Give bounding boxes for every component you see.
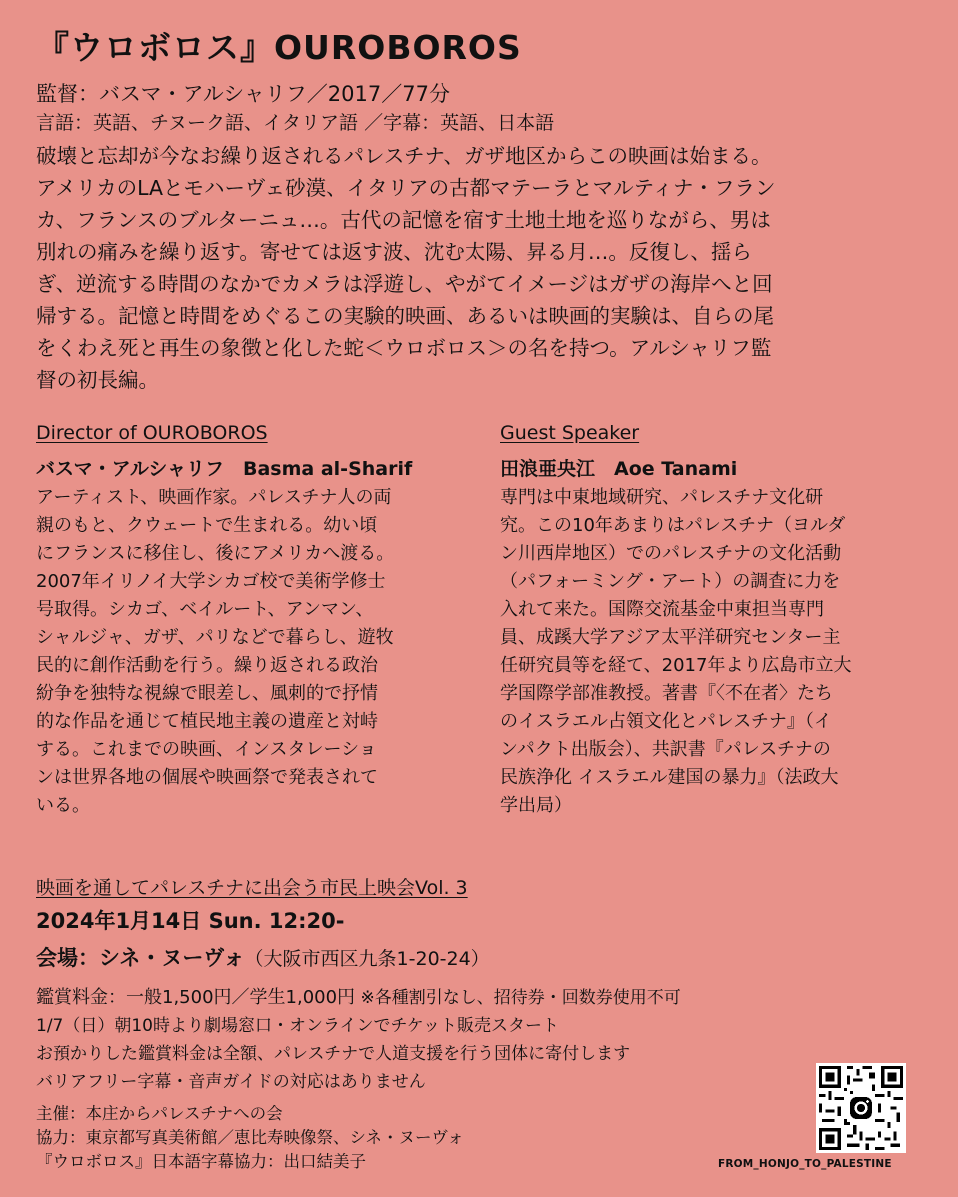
bio-line: ンパクト出版会）、共訳書『パレスチナの [500,739,831,760]
instagram-icon [847,1094,875,1122]
bio-line: 任研究員等を経て、2017年より広島市立大 [500,655,852,676]
bio-line: シャルジャ、ガザ、パリなどで暮らし、遊牧 [36,627,394,648]
fee-main: 鑑賞料金：一般1,500円／学生1,000円 [36,987,356,1008]
event-datetime: 2024年1月14日 Sun. 12:20- [36,909,345,933]
bio-line: アーティスト、映画作家。パレスチナ人の両 [36,487,392,508]
synopsis-line: カ、フランスのブルターニュ…。古代の記憶を宿す土地土地を巡りながら、男は [36,208,771,232]
bio-line: 号取得。シカゴ、ベイルート、アンマン、 [36,599,374,620]
synopsis-line: 督の初長編。 [36,368,159,392]
qr-label: FROM_HONJO_TO_PALESTINE [718,1158,892,1170]
synopsis-line: アメリカのLAとモハーヴェ砂漠、イタリアの古都マテーラとマルティナ・フラン [36,176,776,200]
bio-line: 入れて来た。国際交流基金中東担当専門 [500,599,824,620]
guest-section [500,422,920,820]
bio-line: のイスラエル占領文化とパレスチナ』（イ [500,711,832,732]
synopsis-line: をくわえ死と再生の象徴と化した蛇＜ウロボロス＞の名を持つ。アルシャリフ監 [36,336,772,360]
guest-name: 田浪亜央江 Aoe Tanami [500,458,738,480]
bio-line: 的な作品を通じて植民地主義の遺産と対峙 [36,711,378,732]
synopsis-line: ぎ、逆流する時間のなかでカメラは浮遊し、やがてイメージはガザの海岸へと回 [36,272,773,296]
credits [36,1102,464,1174]
bio-line: 員、成蹊大学アジア太平洋研究センター主 [500,627,841,648]
bio-line: 学国際学部准教授。著書『〈不在者〉たち [500,683,833,704]
director-meta: 監督：バスマ・アルシャリフ／2017／77分 [36,82,450,106]
bio-line: 民族浄化 イスラエル建国の暴力』（法政大 [500,767,839,788]
bio-line: 専門は中東地域研究、パレスチナ文化研 [500,487,824,508]
page-title: 『ウロボロス』OUROBOROS [36,28,522,67]
venue-label: 会場：シネ・ヌーヴォ [36,946,245,970]
bio-line: ンは世界各地の個展や映画祭で発表されて [36,767,378,788]
bio-line: 究。この10年あまりはパレスチナ（ヨルダ [500,515,846,536]
credit-line: 『ウロボロス』日本語字幕協力：出口結美子 [36,1152,366,1171]
synopsis-line: 破壊と忘却が今なお繰り返されるパレスチナ、ガザ地区からこの映画は始まる。 [36,144,772,168]
credit-line: 主催：本庄からパレスチナへの会 [36,1104,283,1123]
event-info [36,984,681,1096]
synopsis-line: 別れの痛みを繰り返す。寄せては返す波、沈む太陽、昇る月…。反復し、揺ら [36,240,752,264]
venue-address: （大阪市西区九条1-20-24） [244,948,490,970]
language-meta: 言語：英語、チヌーク語、イタリア語 ／字幕：英語、日本語 [36,112,555,134]
fee-note: ※各種割引なし、招待券・回数券使用不可 [360,988,681,1008]
bio-line: （パフォーミング・アート）の調査に力を [500,571,841,592]
director-section [36,422,456,820]
info-line: 1/7（日）朝10時より劇場窓口・オンラインでチケット販売スタート [36,1016,559,1036]
bio-line: 紛争を独特な視線で眼差し、風刺的で抒情 [36,683,378,704]
director-name: バスマ・アルシャリフ Basma al-Sharif [36,458,413,480]
bio-line: ン川西岸地区）でのパレスチナの文化活動 [500,543,842,564]
guest-bio [500,484,920,820]
director-bio [36,484,456,820]
event-venue [36,942,490,972]
bio-line: する。これまでの映画、インスタレーショ [36,739,377,760]
credit-line: 協力：東京都写真美術館／恵比寿映像祭、シネ・ヌーヴォ [36,1128,464,1147]
synopsis [36,140,926,396]
director-heading: Director of OUROBOROS [36,422,268,444]
synopsis-line: 帰する。記憶と時間をめぐるこの実験的映画、あるいは映画的実験は、自らの尾 [36,304,774,328]
bio-line: 2007年イリノイ大学シカゴ校で美術学修士 [36,571,386,592]
bio-line: 民的に創作活動を行う。繰り返される政治 [36,655,378,676]
bio-line: いる。 [36,795,90,816]
qr-code[interactable] [816,1063,906,1153]
bio-line: 親のもと、クウェートで生まれる。幼い頃 [36,515,378,536]
bio-line: にフランスに移住し、後にアメリカへ渡る。 [36,543,395,564]
info-line: バリアフリー字幕・音声ガイドの対応はありません [36,1072,426,1092]
bio-line: 学出局） [500,795,572,816]
guest-heading: Guest Speaker [500,422,640,444]
event-series: 映画を通してパレスチナに出会う市民上映会Vol. 3 [36,877,468,899]
info-line: お預かりした鑑賞料金は全額、パレスチナで人道支援を行う団体に寄付します [36,1044,631,1064]
